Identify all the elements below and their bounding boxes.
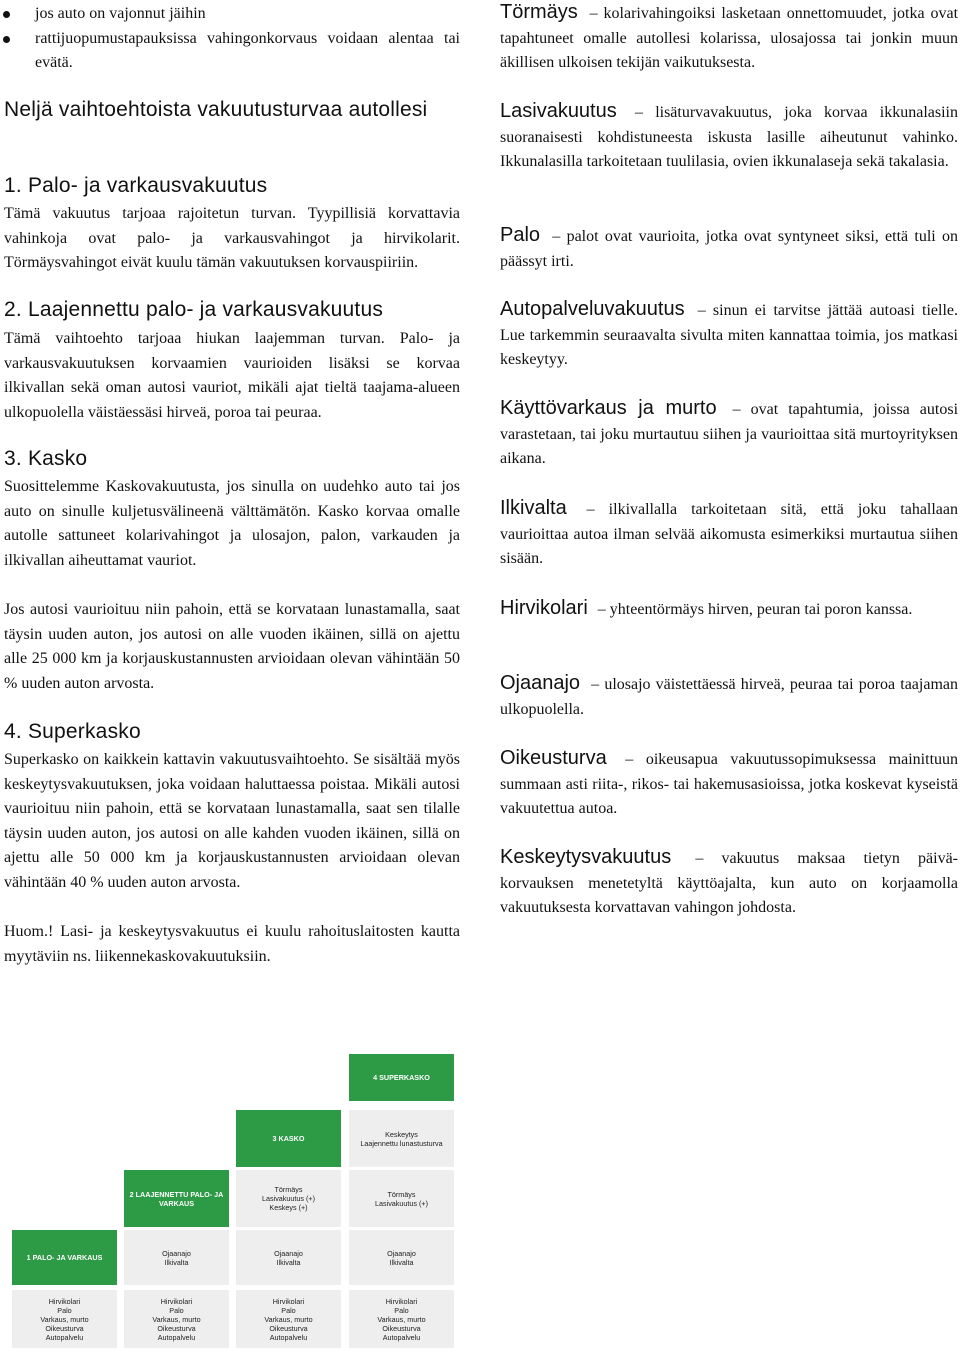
section-3-text-2: Jos autosi vaurioituu niin pahoin, että se korvataan lunastamalla, saat täysin uuden auton, jos autosi on alle vuoden ikäinen, sillä on ajettu alle 25 000 km ja korjauskustannusten arvioidaan olevan vähintään 50 % uuden auton arvosta.	[4, 601, 460, 692]
level-3-cell: Ojaanajo Ilkivalta	[236, 1230, 341, 1285]
level-1-label: 1 PALO- JA VARKAUS	[12, 1230, 117, 1285]
level-2-cell: Ojaanajo Ilkivalta	[124, 1230, 229, 1285]
section-1-text: Tämä vakuutus tarjoaa rajoitetun turvan. Tyypillisiä korvattavia vahinkoja ovat palo- ja varkausvahingot ja hirvikolarit. Törmäysvahingot eivät kuulu tämän vakuutuksen korvauspiiriin.	[4, 205, 460, 271]
glossary-definition: sinun ei tarvitse jättää autoasi tielle. Lue tarkemmin seuraavalta sivulta miten kannattaa toimia, jos matkasi keskeytyy.	[500, 302, 959, 368]
level-2-label: 2 LAAJENNETTU PALO- JA VARKAUS	[124, 1170, 229, 1227]
section-1-title: 1. Palo- ja varkausvakuutus	[4, 174, 268, 197]
glossary-definition: yhteentörmäys hirven, peuran tai poron kanssa.	[609, 601, 913, 618]
note: Huom.! Lasi- ja keskeytysvakuutus ei kuulu rahoituslaitosten kautta myytäviin ns. liikennekaskovakuutuksiin.	[4, 923, 460, 965]
glossary-definition: oikeusapua vakuutussopimuksessa mainittuun summaan asti riita-, rikos- tai hakemusasioissa, jotka koskevat kyseistä vakuutettua autoa.	[500, 751, 959, 817]
glossary-term: Käyttövarkaus ja murto	[500, 397, 717, 419]
glossary-definition: kolarivahingoiksi lasketaan onnettomuudet, jotka ovat tapahtuneet omalle autollesi kolarissa, ulosajossa tai jonkin muun äkillisen ulkoisen tekijän vaikutuksesta.	[500, 5, 959, 71]
glossary-term: Palo	[500, 224, 541, 246]
glossary-item: Palo – palot ovat vaurioita, jotka ovat syntyneet siksi, että tuli on päässyt irti.	[500, 224, 958, 270]
section-3-title: 3. Kasko	[4, 447, 88, 470]
glossary-item: Ilkivalta – ilkivallalla tarkoitetaan sitä, että joku tahallaan vaurioittaa autoa ilman selvää aikomusta esimerkiksi murtautua siihen sisään.	[500, 497, 959, 567]
glossary-term: Lasivakuutus	[500, 100, 617, 122]
glossary-item: Hirvikolari – yhteentörmäys hirven, peuran tai poron kanssa.	[500, 597, 913, 619]
glossary-term: Hirvikolari	[500, 597, 588, 619]
glossary-item: Lasivakuutus – lisäturvavakuutus, joka korvaa ikkunalasiin suoranaisesti kohdistuneesta iskusta lasille aiheutunut vahinko. Ikkunalasilla tarkoitetaan tuulilasia, ovien ikkunalaseja sekä takalasia.	[500, 100, 958, 170]
glossary-definition: vakuutus maksaa tietyn päivä-korvauksen menetetyltä käyttöajalta, kun auto on korjaamolla vakuutuksesta korvattavan vahingon johdosta.	[500, 850, 958, 916]
section-3-text: Suosittelemme Kaskovakuutusta, jos sinulla on uudehko auto tai jos auto on sinulle kuljetusvälineenä välttämätön. Kasko korvaa omalle autolle sattuneet kolarivahingot ja ulosajon, palon, varkauden ja ilkivallan aiheuttamat vauriot.	[4, 478, 460, 569]
bullet-list	[35, 2, 460, 76]
glossary-definition: ilkivallalla tarkoitetaan sitä, että joku tahallaan vaurioittaa autoa ilman selvää aikomusta esimerkiksi murtautua siihen sisään.	[500, 501, 959, 567]
glossary-definition: lisäturvavakuutus, joka korvaa ikkunalasiin suoranaisesti kohdistuneesta iskusta lasille aiheutunut vahinko. Ikkunalasilla tarkoitetaan tuulilasia, ovien ikkunalaseja sekä takalasia.	[500, 104, 958, 170]
bullet-item: rattijuopumustapauksissa vahingonkorvaus voidaan alentaa tai evätä.	[35, 27, 460, 76]
glossary-definition: ovat tapahtumia, joissa autosi varastetaan, tai joku murtautuu siihen ja vaurioittaa sitä murtoyrityksen aikana.	[500, 401, 959, 467]
glossary-item: Oikeusturva – oikeusapua vakuutussopimuksessa mainittuun summaan asti riita-, rikos- tai hakemusasioissa, jotka koskevat kyseistä vakuutettua autoa.	[500, 747, 959, 817]
glossary-term: Ilkivalta	[500, 497, 567, 519]
section-2-text: Tämä vaihtoehto tarjoaa hiukan laajemman turvan. Palo- ja varkausvakuutuksen korvaamien vaurioiden lisäksi se korvaa ilkivallan sekä oman autosi vauriot, mikäli ajat tieltä taajama-alueen ulkopuolella väistäessäsi hirveä, poroa tai peuraa.	[4, 330, 460, 421]
level-2-cell: Hirvikolari Palo Varkaus, murto Oikeusturva Autopalvelu	[124, 1290, 229, 1348]
glossary-definition: ulosajo väistettäessä hirveä, peuraa tai poroa taajaman ulkopuolella.	[500, 676, 958, 718]
level-3-label: 3 KASKO	[236, 1110, 341, 1167]
glossary-term: Ojaanajo	[500, 672, 581, 694]
glossary-term: Keskeytysvakuutus	[500, 846, 672, 868]
level-3-cell: Hirvikolari Palo Varkaus, murto Oikeusturva Autopalvelu	[236, 1290, 341, 1348]
glossary-definition: palot ovat vaurioita, jotka ovat syntyneet siksi, että tuli on päässyt irti.	[500, 228, 958, 270]
section-4-text: Superkasko on kaikkein kattavin vakuutusvaihtoehto. Se sisältää myös keskeytysvakuutuksen, joka voidaan haluttaessa poistaa. Mikäli autosi vaurioituu niin pahoin, että se korvataan lunastamalla, saat sen tilalle täysin uuden auton, jos autosi on alle kahden vuoden ikäinen, sillä on ajettu alle 50 000 km ja korjauskustannusten arvioidaan olevan vähintään 40 % uuden auton arvosta.	[4, 751, 460, 891]
level-4-cell: Törmäys Lasivakuutus (+)	[349, 1170, 454, 1227]
level-4-cell: Hirvikolari Palo Varkaus, murto Oikeusturva Autopalvelu	[349, 1290, 454, 1348]
level-4-cell: Ojaanajo Ilkivalta	[349, 1230, 454, 1285]
level-3-cell: Törmäys Lasivakuutus (+) Keskeys (+)	[236, 1170, 341, 1227]
glossary-item: Törmäys – kolarivahingoiksi lasketaan onnettomuudet, jotka ovat tapahtuneet omalle autollesi kolarissa, ulosajossa tai jonkin muun äkillisen ulkoisen tekijän vaikutuksesta.	[500, 1, 959, 71]
section-4-title: 4. Superkasko	[4, 720, 141, 743]
main-heading: Neljä vaihtoehtoista vakuutusturvaa autollesi	[4, 98, 428, 121]
glossary-item: Autopalveluvakuutus – sinun ei tarvitse jättää autoasi tielle. Lue tarkemmin seuraavalta sivulta miten kannattaa toimia, jos matkasi keskeytyy.	[500, 298, 959, 368]
section-2-title: 2. Laajennettu palo- ja varkausvakuutus	[4, 298, 384, 321]
level-4-cell: Keskeytys Laajennettu lunastusturva	[349, 1110, 454, 1167]
glossary-item: Ojaanajo – ulosajo väistettäessä hirveä, peuraa tai poroa taajaman ulkopuolella.	[500, 672, 958, 718]
level-4-label: 4 SUPERKASKO	[349, 1054, 454, 1101]
glossary-term: Oikeusturva	[500, 747, 607, 769]
glossary-term: Törmäys	[500, 1, 578, 23]
glossary-item: Keskeytysvakuutus – vakuutus maksaa tietyn päivä-korvauksen menetetyltä käyttöajalta, kun auto on korjaamolla vakuutuksesta korvattavan vahingon johdosta.	[500, 846, 958, 916]
bullet-item: jos auto on vajonnut jäihin	[35, 2, 460, 27]
glossary-term: Autopalveluvakuutus	[500, 298, 685, 320]
level-1-cell: Hirvikolari Palo Varkaus, murto Oikeusturva Autopalvelu	[12, 1290, 117, 1348]
glossary-item: Käyttövarkaus ja murto – ovat tapahtumia, joissa autosi varastetaan, tai joku murtautuu siihen ja vaurioittaa sitä murtoyrityksen aikana.	[500, 397, 959, 467]
